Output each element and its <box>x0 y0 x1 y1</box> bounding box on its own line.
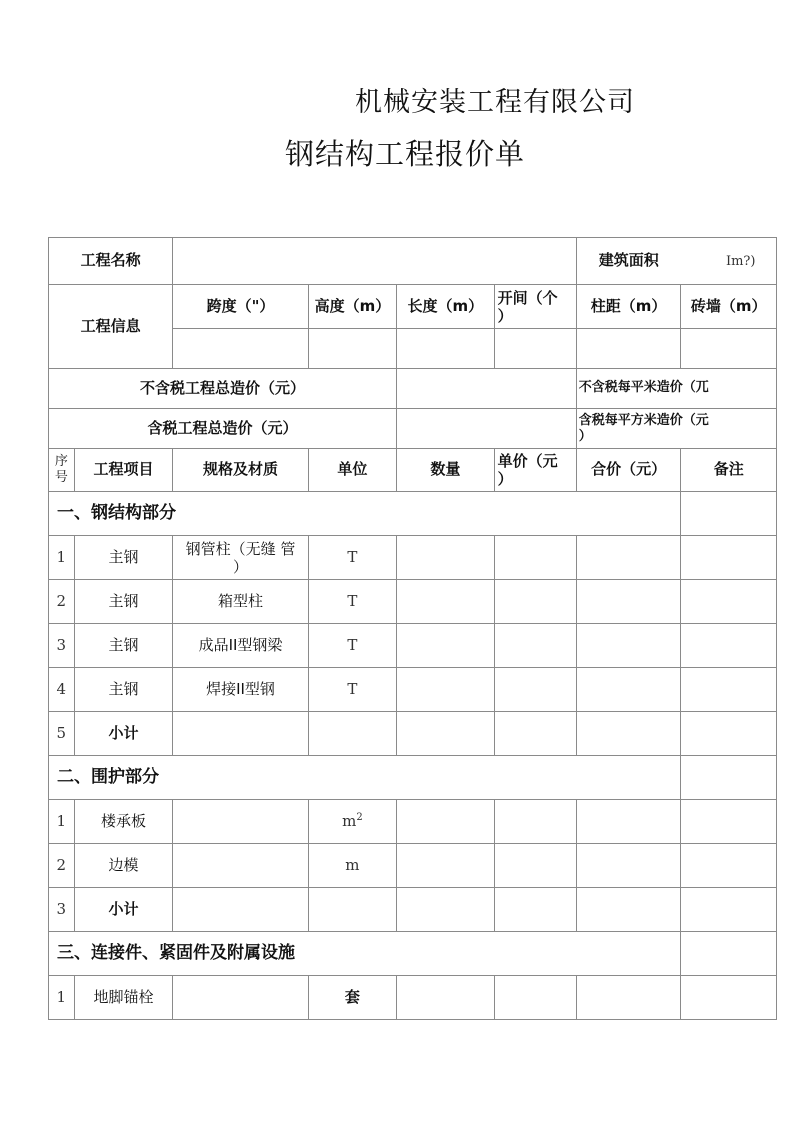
per-sqm-excl-tax-label: 不含税每平米造价（兀 <box>576 369 776 409</box>
project-info-header-row <box>49 285 777 329</box>
column-spacing-label: 柱距（m） <box>576 285 681 329</box>
row-remark[interactable] <box>681 888 777 932</box>
total-incl-tax-value[interactable] <box>397 409 577 449</box>
remark-cell[interactable] <box>681 492 777 536</box>
row-qty[interactable] <box>397 668 495 712</box>
row-item: 主钢 <box>74 668 173 712</box>
row-remark[interactable] <box>681 844 777 888</box>
row-spec[interactable] <box>173 800 309 844</box>
col-spec: 规格及材质 <box>173 449 309 492</box>
section-title: 一、钢结构部分 <box>49 492 681 536</box>
total-excl-tax-label: 不含税工程总造价（元） <box>49 369 397 409</box>
row-unit[interactable] <box>308 712 396 756</box>
row-no: 3 <box>49 888 75 932</box>
row-amount[interactable] <box>576 888 681 932</box>
table-row <box>49 624 777 668</box>
row-remark[interactable] <box>681 668 777 712</box>
row-qty[interactable] <box>397 712 495 756</box>
row-spec[interactable] <box>173 712 309 756</box>
row-spec: 钢管柱（无缝 管 ） <box>173 536 309 580</box>
col-unit: 单位 <box>308 449 396 492</box>
row-qty[interactable] <box>397 580 495 624</box>
project-name-label: 工程名称 <box>49 238 173 285</box>
row-unit-price[interactable] <box>494 888 576 932</box>
row-no: 1 <box>49 976 75 1020</box>
row-amount[interactable] <box>576 536 681 580</box>
table-row <box>49 976 777 1020</box>
section-title: 二、围护部分 <box>49 756 681 800</box>
table-row <box>49 580 777 624</box>
row-remark[interactable] <box>681 624 777 668</box>
row-amount[interactable] <box>576 976 681 1020</box>
company-name: 机械安装工程有限公司 <box>355 87 635 118</box>
row-unit: T <box>308 624 396 668</box>
row-qty[interactable] <box>397 800 495 844</box>
height-value[interactable] <box>308 329 396 369</box>
row-unit-price[interactable] <box>494 580 576 624</box>
bay-label: 开间（个 ） <box>494 285 576 329</box>
row-no: 4 <box>49 668 75 712</box>
length-value[interactable] <box>397 329 495 369</box>
row-unit-price[interactable] <box>494 800 576 844</box>
col-remark: 备注 <box>681 449 777 492</box>
total-incl-tax-label: 含税工程总造价（元） <box>49 409 397 449</box>
remark-cell[interactable] <box>681 932 777 976</box>
subtotal-row <box>49 712 777 756</box>
col-item: 工程项目 <box>74 449 173 492</box>
row-no: 1 <box>49 800 75 844</box>
section-header-row <box>49 492 777 536</box>
row-item: 边模 <box>74 844 173 888</box>
row-remark[interactable] <box>681 580 777 624</box>
row-unit-price[interactable] <box>494 668 576 712</box>
col-unit-price: 单价（元 ） <box>494 449 576 492</box>
column-spacing-value[interactable] <box>576 329 681 369</box>
row-unit-price[interactable] <box>494 844 576 888</box>
row-item: 主钢 <box>74 536 173 580</box>
table-row <box>49 536 777 580</box>
project-name-row <box>49 238 777 285</box>
quote-table <box>48 237 777 1020</box>
row-unit: 套 <box>308 976 396 1020</box>
row-remark[interactable] <box>681 800 777 844</box>
row-unit-price[interactable] <box>494 712 576 756</box>
total-incl-tax-row <box>49 409 777 449</box>
row-unit: T <box>308 580 396 624</box>
row-remark[interactable] <box>681 976 777 1020</box>
row-no: 1 <box>49 536 75 580</box>
height-label: 高度（m） <box>308 285 396 329</box>
row-unit-price[interactable] <box>494 536 576 580</box>
row-remark[interactable] <box>681 712 777 756</box>
row-spec[interactable] <box>173 844 309 888</box>
row-item: 主钢 <box>74 624 173 668</box>
row-spec: 焊接II型钢 <box>173 668 309 712</box>
row-item: 楼承板 <box>74 800 173 844</box>
row-item: 小计 <box>74 888 173 932</box>
subtotal-row <box>49 888 777 932</box>
remark-cell[interactable] <box>681 756 777 800</box>
row-amount[interactable] <box>576 800 681 844</box>
row-unit: $m^2$ <box>308 800 396 844</box>
col-no: 序 号 <box>49 449 75 492</box>
row-amount[interactable] <box>576 844 681 888</box>
row-spec[interactable] <box>173 888 309 932</box>
project-name-value[interactable] <box>173 238 576 285</box>
row-unit: T <box>308 668 396 712</box>
column-header-row <box>49 449 777 492</box>
col-amount: 合价（元） <box>576 449 681 492</box>
row-qty[interactable] <box>397 976 495 1020</box>
section-header-row <box>49 932 777 976</box>
span-value[interactable] <box>173 329 309 369</box>
total-excl-tax-row <box>49 369 777 409</box>
row-unit: T <box>308 536 396 580</box>
length-label: 长度（m） <box>397 285 495 329</box>
row-item: 地脚锚栓 <box>74 976 173 1020</box>
brick-wall-value[interactable] <box>681 329 777 369</box>
row-no: 2 <box>49 844 75 888</box>
row-qty[interactable] <box>397 624 495 668</box>
row-spec: 箱型柱 <box>173 580 309 624</box>
row-no: 3 <box>49 624 75 668</box>
per-sqm-incl-tax-label: 含税每平方米造价（元 ） <box>576 409 776 449</box>
row-spec[interactable] <box>173 976 309 1020</box>
building-area-cell[interactable] <box>576 238 776 285</box>
row-unit-price[interactable] <box>494 624 576 668</box>
table-row <box>49 668 777 712</box>
row-amount[interactable] <box>576 668 681 712</box>
section-header-row <box>49 756 777 800</box>
row-qty[interactable] <box>397 536 495 580</box>
row-unit: m <box>308 844 396 888</box>
building-area-label: 建筑面积 <box>598 251 659 270</box>
row-remark[interactable] <box>681 536 777 580</box>
total-excl-tax-value[interactable] <box>397 369 577 409</box>
col-qty: 数量 <box>397 449 495 492</box>
table-row <box>49 800 777 844</box>
span-label: 跨度（"） <box>173 285 309 329</box>
row-spec: 成品II型钢梁 <box>173 624 309 668</box>
row-item: 主钢 <box>74 580 173 624</box>
table-row <box>49 844 777 888</box>
section-title: 三、连接件、紧固件及附属设施 <box>49 932 681 976</box>
row-qty[interactable] <box>397 888 495 932</box>
row-amount[interactable] <box>576 712 681 756</box>
row-qty[interactable] <box>397 844 495 888</box>
row-no: 2 <box>49 580 75 624</box>
bay-value[interactable] <box>494 329 576 369</box>
row-unit-price[interactable] <box>494 976 576 1020</box>
row-no: 5 <box>49 712 75 756</box>
row-amount[interactable] <box>576 580 681 624</box>
project-info-label: 工程信息 <box>49 285 173 369</box>
brick-wall-label: 砖墙（m） <box>681 285 777 329</box>
row-unit[interactable] <box>308 888 396 932</box>
row-item: 小计 <box>74 712 173 756</box>
document-title: 钢结构工程报价单 <box>285 137 526 171</box>
building-area-unit: Im?) <box>725 254 756 270</box>
row-amount[interactable] <box>576 624 681 668</box>
